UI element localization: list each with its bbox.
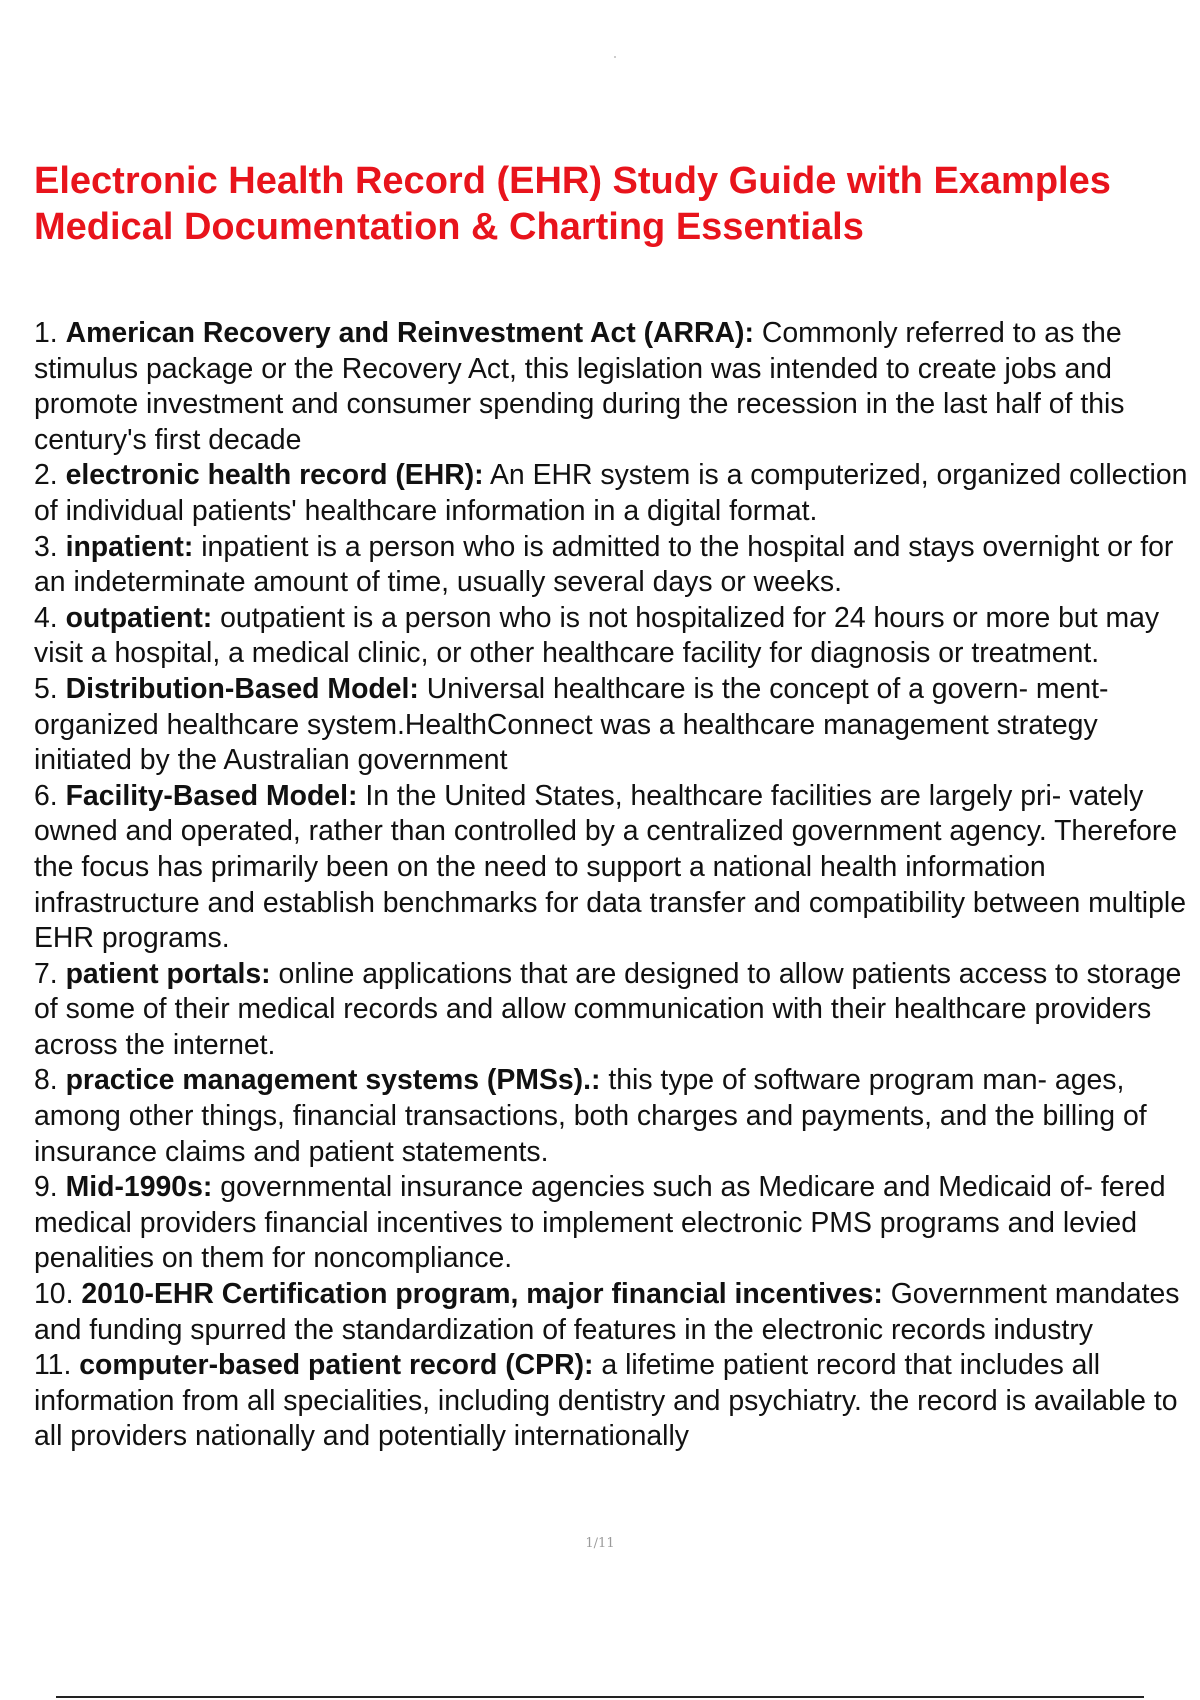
term-number: 5.: [34, 672, 58, 705]
term-name: American Recovery and Reinvestment Act (ARRA):: [65, 317, 754, 349]
term-definition: Commonly referred to as the stimulus package or the Recovery Act, this legislation was intended to create jobs and promote investment and consumer spending during the recession in the last half of this century's first decade: [34, 317, 1125, 456]
term-item: [34, 1063, 1200, 1170]
term-item: [34, 530, 1200, 601]
term-name: outpatient:: [65, 601, 213, 634]
term-definition: online applications that are designed to allow patients access to storage of some of their medical records and allow communication with their healthcare providers across the internet.: [34, 957, 1182, 1061]
term-definition: inpatient is a person who is admitted to the hospital and stays overnight or for an indeterminate amount of time, usually several days or weeks.: [34, 530, 1174, 599]
term-number: 4.: [34, 601, 58, 634]
term-definition: a lifetime patient record that includes all information from all specialities, including dentistry and psychiatry. the record is available to all providers nationally and potentially internationally: [34, 1349, 1178, 1453]
term-item: [34, 1348, 1200, 1455]
page-number: 1/11: [585, 1536, 615, 1551]
term-definition: this type of software program man- ages, among other things, financial transactions, both charges and payments, and the billing of insurance claims and patient statements.: [34, 1064, 1147, 1168]
term-definition: outpatient is a person who is not hospitalized for 24 hours or more but may visit a hospital, a medical clinic, or other healthcare facility for diagnosis or treatment.: [34, 601, 1160, 670]
term-name: Distribution-Based Model:: [65, 672, 419, 705]
term-item: [34, 779, 1200, 957]
term-name: 2010-EHR Certification program, major financial incentives:: [81, 1278, 883, 1311]
document-title: [34, 158, 1184, 250]
bottom-divider: [56, 1696, 1144, 1698]
term-name: inpatient:: [65, 530, 194, 563]
title-line-2: Medical Documentation & Charting Essentials: [34, 206, 864, 248]
term-item: [34, 1170, 1200, 1277]
term-item: [34, 458, 1200, 529]
term-name: patient portals:: [65, 957, 271, 990]
term-definition: In the United States, healthcare facilities are largely pri- vately owned and operated, rather than controlled by a centralized government agency. Therefore the focus has primarily been on the need to support a national health information infrastructure and establish benchmarks for data transfer and compatibility between multiple EHR programs.: [34, 779, 1186, 955]
term-name: Facility-Based Model:: [65, 779, 358, 812]
term-number: 3.: [34, 530, 58, 563]
scan-speck: [614, 56, 616, 58]
term-number: 9.: [34, 1171, 58, 1204]
term-item: [34, 957, 1200, 1064]
title-line-1: Electronic Health Record (EHR) Study Guide with Examples: [34, 160, 1111, 202]
term-number: 11.: [34, 1349, 72, 1382]
term-number: 10.: [34, 1278, 74, 1311]
term-number: 6.: [34, 779, 58, 812]
term-definition: An EHR system is a computerized, organized collection of individual patients' healthcare information in a digital format.: [34, 459, 1188, 527]
term-name: electronic health record (EHR):: [65, 459, 484, 492]
term-item: [34, 672, 1200, 779]
term-number: 1.: [34, 317, 58, 349]
term-definition: Universal healthcare is the concept of a govern- ment-organized healthcare system.HealthConnect was a healthcare management strategy initiated by the Australian government: [34, 672, 1109, 777]
term-name: Mid-1990s:: [65, 1171, 213, 1204]
term-number: 2.: [34, 459, 58, 492]
term-name: computer-based patient record (CPR):: [79, 1349, 594, 1382]
term-item: [34, 1277, 1200, 1348]
terms-list: [34, 316, 1200, 1455]
term-item: [34, 601, 1200, 672]
term-number: 8.: [34, 1064, 58, 1097]
term-name: practice management systems (PMSs).:: [65, 1064, 601, 1097]
term-item: [34, 316, 1200, 458]
term-number: 7.: [34, 957, 58, 990]
term-definition: Government mandates and funding spurred the standardization of features in the electronic records industry: [34, 1278, 1180, 1346]
term-definition: governmental insurance agencies such as Medicare and Medicaid of- fered medical providers financial incentives to implement electronic PMS programs and levied penalities on them for noncompliance.: [34, 1171, 1166, 1275]
